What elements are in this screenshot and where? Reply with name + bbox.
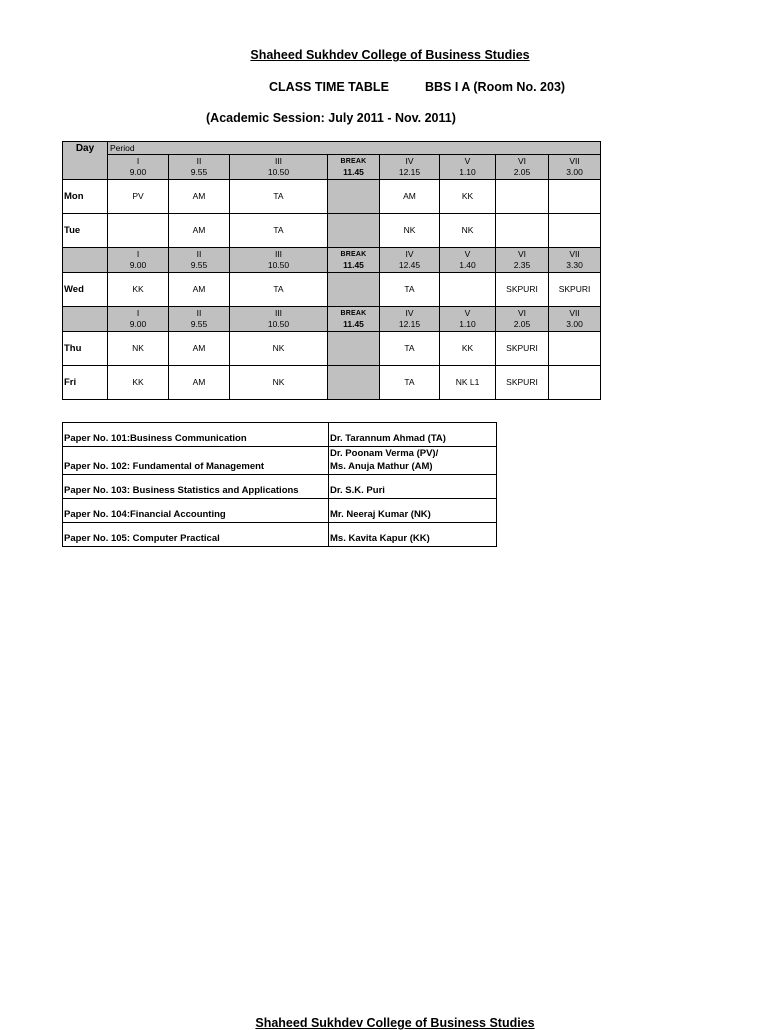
- class-cell: KK: [440, 180, 496, 214]
- period-cell: [230, 248, 328, 273]
- timetable: [62, 141, 601, 400]
- class-cell: NK: [230, 332, 328, 366]
- period-number: II: [196, 308, 202, 318]
- period-time: 9.55: [190, 319, 208, 329]
- period-time: 2.05: [513, 319, 531, 329]
- class-cell: TA: [230, 273, 328, 307]
- period-time: 1.40: [459, 260, 476, 270]
- class-cell: SKPURI: [549, 273, 601, 307]
- break-cell: [328, 332, 380, 366]
- day-row-tue: [63, 214, 601, 248]
- break-time: 11.45: [343, 319, 364, 329]
- period-cell: [549, 155, 601, 180]
- day-row-thu: [63, 332, 601, 366]
- period-number: IV: [405, 156, 414, 166]
- period-cell: [380, 248, 440, 273]
- period-cell: [108, 307, 169, 332]
- period-time: 2.35: [513, 260, 531, 270]
- period-cell: [496, 248, 549, 273]
- class-cell: SKPURI: [496, 332, 549, 366]
- teacher-name: [329, 523, 497, 547]
- teacher-name: [329, 499, 497, 523]
- class-cell: SKPURI: [496, 366, 549, 400]
- class-cell: [496, 180, 549, 214]
- class-cell: AM: [169, 332, 230, 366]
- teacher-line: Dr. Poonam Verma (PV)/: [330, 448, 439, 459]
- class-cell: KK: [108, 273, 169, 307]
- period-cell: [380, 307, 440, 332]
- break-time: 11.45: [343, 167, 364, 177]
- day-row-mon: [63, 180, 601, 214]
- paper-name: Paper No. 103: Business Statistics and Applications: [63, 475, 329, 499]
- period-label: Period: [108, 142, 601, 155]
- teacher-line: Dr. Tarannum Ahmad (TA): [330, 432, 446, 444]
- header-row-top: [63, 142, 601, 155]
- break-label: BREAK: [340, 310, 367, 317]
- period-time: 3.00: [566, 167, 583, 177]
- period-time: 9.00: [129, 260, 147, 270]
- period-time: 3.00: [566, 319, 583, 329]
- paper-teacher-table: [62, 422, 497, 547]
- break-cell: [328, 180, 380, 214]
- class-cell: [108, 214, 169, 248]
- period-number: I: [136, 156, 140, 166]
- paper-row: [63, 423, 497, 447]
- period-number: II: [196, 156, 202, 166]
- period-number: III: [274, 156, 283, 166]
- period-cell: [169, 307, 230, 332]
- break-time: 11.45: [343, 260, 364, 270]
- footer-college-name: Shaheed Sukhdev College of Business Studies: [255, 1016, 535, 1030]
- period-number: VI: [517, 308, 527, 318]
- period-row-spacer: [63, 248, 108, 273]
- day-name: Tue: [63, 214, 108, 248]
- period-number: I: [136, 249, 140, 259]
- period-row-spacer: [63, 307, 108, 332]
- period-cell: [440, 155, 496, 180]
- period-number: II: [196, 249, 202, 259]
- period-cell: [380, 155, 440, 180]
- class-cell: TA: [380, 273, 440, 307]
- break-cell: [328, 273, 380, 307]
- period-row: [63, 155, 601, 180]
- academic-session: (Academic Session: July 2011 - Nov. 2011): [206, 111, 456, 125]
- class-cell: PV: [108, 180, 169, 214]
- day-row-fri: [63, 366, 601, 400]
- period-time: 9.00: [129, 167, 147, 177]
- class-cell: KK: [440, 332, 496, 366]
- teacher-line: Ms. Kavita Kapur (KK): [330, 532, 430, 544]
- period-time: 1.10: [459, 167, 476, 177]
- timetable-title: CLASS TIME TABLE: [269, 80, 389, 94]
- teacher-name: [329, 475, 497, 499]
- period-time: 2.05: [513, 167, 531, 177]
- day-header: Day: [63, 142, 108, 180]
- period-time: 10.50: [267, 167, 290, 177]
- day-name: Fri: [63, 366, 108, 400]
- class-cell: AM: [169, 180, 230, 214]
- class-cell: NK: [380, 214, 440, 248]
- college-name: Shaheed Sukhdev College of Business Studies: [250, 48, 530, 62]
- class-cell: SKPURI: [496, 273, 549, 307]
- teacher-line: Ms. Anuja Mathur (AM): [330, 460, 433, 472]
- teacher-name: [329, 423, 497, 447]
- class-cell: [440, 273, 496, 307]
- period-number: V: [464, 308, 471, 318]
- period-time: 12.45: [398, 260, 421, 270]
- period-time: 9.00: [129, 319, 147, 329]
- period-time: 12.15: [398, 319, 421, 329]
- class-cell: TA: [380, 366, 440, 400]
- period-number: VII: [569, 249, 580, 259]
- period-time: 3.30: [566, 260, 583, 270]
- period-cell: [496, 155, 549, 180]
- timetable-body: [63, 142, 601, 400]
- period-number: III: [274, 308, 283, 318]
- class-cell: AM: [169, 214, 230, 248]
- class-cell: [549, 332, 601, 366]
- period-time: 10.50: [267, 260, 290, 270]
- period-number: VII: [569, 308, 580, 318]
- period-number: VI: [517, 156, 527, 166]
- paper-row: [63, 499, 497, 523]
- period-row: [63, 307, 601, 332]
- period-number: IV: [405, 308, 414, 318]
- class-label: BBS I A (Room No. 203): [425, 80, 566, 94]
- period-row: [63, 248, 601, 273]
- paper-row: [63, 447, 497, 475]
- break-cell: [328, 366, 380, 400]
- break-label: BREAK: [340, 251, 367, 258]
- paper-name: Paper No. 102: Fundamental of Management: [63, 447, 329, 475]
- period-time: 1.10: [459, 319, 476, 329]
- period-number: VII: [569, 156, 580, 166]
- period-cell: [549, 307, 601, 332]
- period-number: VI: [517, 249, 527, 259]
- period-time: 12.15: [398, 167, 421, 177]
- class-cell: [549, 366, 601, 400]
- class-cell: [549, 180, 601, 214]
- day-row-wed: [63, 273, 601, 307]
- teacher-line: Mr. Neeraj Kumar (NK): [330, 508, 431, 520]
- period-cell: [230, 307, 328, 332]
- period-number: III: [274, 249, 283, 259]
- paper-name: Paper No. 104:Financial Accounting: [63, 499, 329, 523]
- period-cell: [169, 248, 230, 273]
- class-cell: AM: [169, 273, 230, 307]
- break-cell: [328, 214, 380, 248]
- period-number: IV: [405, 249, 414, 259]
- paper-row: [63, 475, 497, 499]
- class-cell: NK: [108, 332, 169, 366]
- period-cell: [108, 248, 169, 273]
- day-name: Mon: [63, 180, 108, 214]
- period-number: I: [136, 308, 140, 318]
- period-number: V: [464, 249, 471, 259]
- break-label: BREAK: [340, 158, 367, 165]
- period-cell: [496, 307, 549, 332]
- period-cell: [549, 248, 601, 273]
- day-name: Wed: [63, 273, 108, 307]
- paper-name: Paper No. 101:Business Communication: [63, 423, 329, 447]
- period-time: 9.55: [190, 260, 208, 270]
- period-cell: [328, 248, 380, 273]
- period-cell: [230, 155, 328, 180]
- paper-row: [63, 523, 497, 547]
- class-cell: TA: [230, 180, 328, 214]
- class-cell: AM: [169, 366, 230, 400]
- period-time: 9.55: [190, 167, 208, 177]
- class-cell: AM: [380, 180, 440, 214]
- class-cell: [549, 214, 601, 248]
- teacher-name: [329, 447, 497, 475]
- class-cell: TA: [230, 214, 328, 248]
- teacher-line: Dr. S.K. Puri: [330, 484, 385, 496]
- period-cell: [440, 248, 496, 273]
- day-name: Thu: [63, 332, 108, 366]
- class-cell: NK L1: [440, 366, 496, 400]
- paper-name: Paper No. 105: Computer Practical: [63, 523, 329, 547]
- period-cell: [328, 307, 380, 332]
- class-cell: KK: [108, 366, 169, 400]
- class-cell: TA: [380, 332, 440, 366]
- period-time: 10.50: [267, 319, 290, 329]
- period-cell: [328, 155, 380, 180]
- class-cell: NK: [230, 366, 328, 400]
- period-cell: [440, 307, 496, 332]
- period-number: V: [464, 156, 471, 166]
- period-cell: [169, 155, 230, 180]
- period-cell: [108, 155, 169, 180]
- class-cell: [496, 214, 549, 248]
- class-cell: NK: [440, 214, 496, 248]
